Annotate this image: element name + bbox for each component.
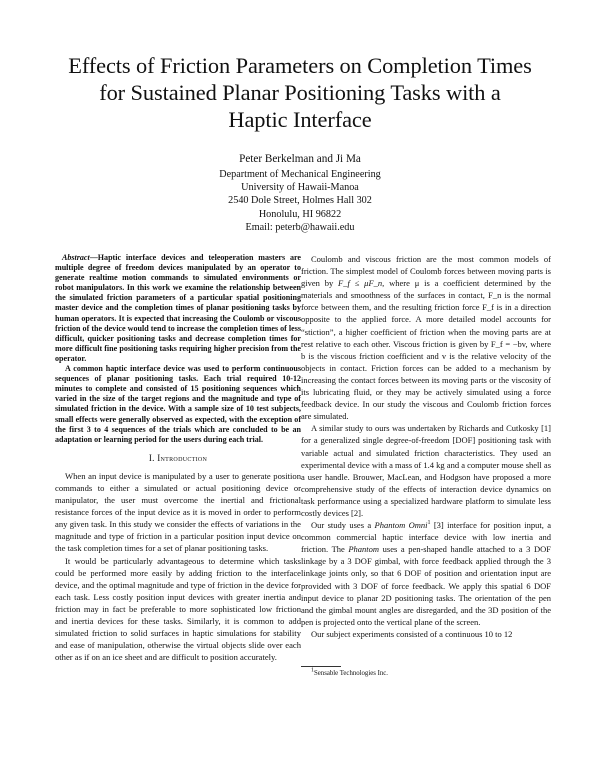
section-title: Introduction xyxy=(157,452,208,463)
left-column xyxy=(55,253,301,663)
abstract-paragraph: A common haptic interface device was used to perform continuous sequences of planar positioning tasks. Each trial required 10-12 minutes to complete and consisted of 15 positioning sequences which varied in the size of the target regions and the magnitude and type of simulated friction in the device. With a sample size of 10 test subjects, small effects were generally observed as expected, with the exception of the first 3 to 4 sequences of the trials which are concluded to be an adaptation or learning period for the users during each trial. xyxy=(55,364,301,444)
author-email: Email: peterb@hawaii.edu xyxy=(245,221,355,233)
author-names: Peter Berkelman and Ji Ma xyxy=(239,153,361,165)
title-line: Haptic Interface xyxy=(228,107,372,132)
section-number: I. xyxy=(148,452,155,463)
affiliation-line: University of Hawaii-Manoa xyxy=(241,182,359,194)
device-name: Phantom xyxy=(348,544,380,555)
inline-equation: F_f ≤ μF_n xyxy=(338,278,383,289)
author-block xyxy=(100,152,500,234)
footnote-number: 1 xyxy=(311,667,314,674)
abstract-text: —Haptic interface devices and teleoperation masters are multiple degree of freedom devices manipulated by an operator to generate realtime motion commands to simulated environments or robot manipulators. In this work we examine the relationship between the simulated friction parameters of a particular spatial positioning master device and the completion times of planar positioning tasks by human operators. It is expected that increasing the Coulomb or viscous friction of the device would tend to increase the completion times of less difficult, quicker positioning tasks and decrease completion times for more difficult fine positioning tasks requiring higher precision from the operator. xyxy=(55,253,301,363)
body-paragraph: It would be particularly advantageous to determine which tasks could be performed more easily by adding friction to the interface device, and the optimal magnitude and type of friction in the device for each task. Less costly position input devices with greater inertia and friction may in fact be preferable to more sophisticated low friction and inertia devices for these tasks. Similarly, it is common to add simulated friction to solid surfaces in haptic simulations for stability and ease of manipulation, otherwise the virtual objects slide over each other as if on an ice sheet and are difficult to position accurately. xyxy=(55,555,301,663)
text-span: uses a pen-shaped handle attached to a 3 DOF linkage by a 3 DOF gimbal, with force feedback applied through the 3 linkage joints only, so that 6 DOF of position and orientation input are provided with 3 DOF of force feedback. We apply this spatial 6 DOF input device to planar 2D positioning tasks. The orientation of the pen and the gimbal mount angles are disregarded, and the 3D position of the pen is projected onto the vertical plane of the screen. xyxy=(301,544,551,627)
body-paragraph xyxy=(301,519,551,628)
footnote-rule xyxy=(301,666,341,667)
text-span: Our study uses a xyxy=(311,520,375,531)
footnote-text: Sensable Technologies Inc. xyxy=(314,670,388,677)
section-heading xyxy=(55,452,301,464)
footnote xyxy=(311,669,388,678)
affiliation-line: Honolulu, HI 96822 xyxy=(258,208,342,220)
abstract-label: Abstract xyxy=(62,253,90,262)
title-line: Effects of Friction Parameters on Completion Times xyxy=(68,53,532,78)
device-name: Phantom Omni xyxy=(374,520,428,531)
body-paragraph xyxy=(301,253,551,422)
abstract xyxy=(55,253,301,445)
right-column xyxy=(301,253,551,640)
body-paragraph: A similar study to ours was undertaken by Richards and Cutkosky [1] for a generalized single degree-of-freedom [DOF] positioning task with variable actual and simulated friction characteristics. They used an experimental device with a mass of 1.4 kg and a computer mouse shell as a user handle. Brouwer, MacLean, and Hodgson have proposed a more comprehensive study of the effects of interaction device dynamics on task performance using a specialized hardware platform to simulate less costly devices [2]. xyxy=(301,423,551,518)
footnote-marker: 1 xyxy=(427,520,431,527)
abstract-paragraph xyxy=(55,253,301,364)
text-span: Coulomb and viscous friction are the most common models of friction. The simplest model of Coulomb forces between moving parts is given by xyxy=(301,254,551,289)
body-paragraph: When an input device is manipulated by a user to generate position commands to either a simulated or actual positioning device or manipulator, the user must overcome the inertial and frictional resistance forces of the input device as it is moved in order to perform any given task. In this study we consider the effects of variations in the magnitude and type of friction in a particular position input device on the task completion times for a set of planar positioning tasks. xyxy=(55,470,301,554)
text-span: , where μ is a coefficient determined by the materials and smoothness of the surfaces in contact, F_n is the normal force between them, and the resulting friction force F_f is in a direction opposite to the applied force. A more detailed model accounts for “stiction”, a higher coefficient of friction when the moving parts are at rest relative to each other. Viscous friction is given by F_f = −bv, where b is the viscous friction coefficient and v is the relative velocity of the objects in contact. Friction forces can be added to a mechanism by increasing the contact forces between its moving parts or the viscosity of its lubricating fluid, or they may be actively simulated using a force feedback device. In our study the viscous and Coulomb friction forces are simulated. xyxy=(301,278,551,422)
affiliation-line: Department of Mechanical Engineering xyxy=(219,169,381,180)
title-line: for Sustained Planar Positioning Tasks with a xyxy=(99,80,501,105)
paper-title xyxy=(30,52,570,133)
body-paragraph: Our subject experiments consisted of a continuous 10 to 12 xyxy=(311,628,513,639)
affiliation-line: 2540 Dole Street, Holmes Hall 302 xyxy=(228,195,372,207)
text-span: [3] interface for position input, a common commercial haptic interface device with low inertia and friction. The xyxy=(301,520,551,555)
